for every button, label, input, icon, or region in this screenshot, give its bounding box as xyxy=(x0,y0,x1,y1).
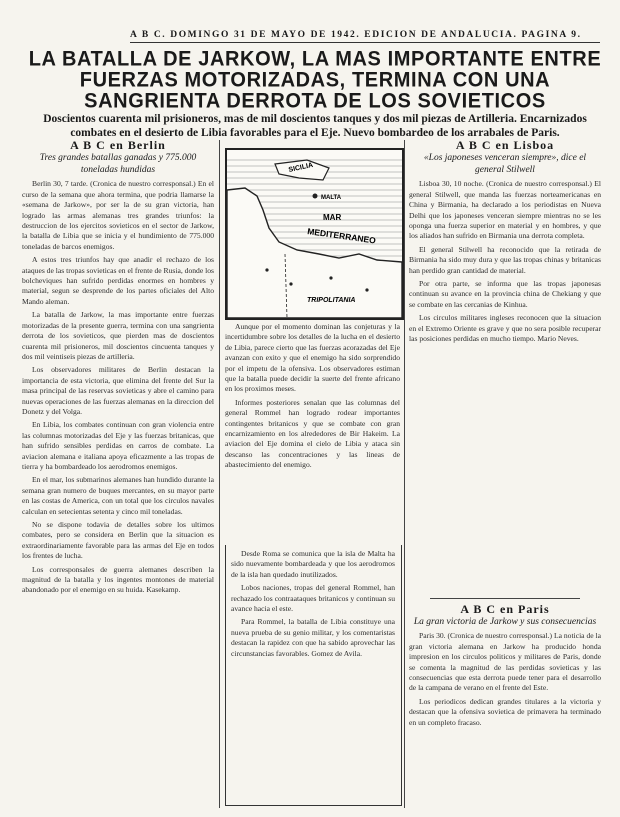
map-label-tripolitania: TRIPOLITANIA xyxy=(307,297,356,304)
section-title-berlin: A B C en Berlin xyxy=(70,140,166,152)
paris-subtitle: La gran victoria de Jarkow y sus consecuencias xyxy=(413,617,597,628)
map-label-malta: MALTA xyxy=(321,195,342,201)
section-divider xyxy=(430,598,580,599)
paragraph: Informes posteriores senalan que las columnas del general Rommel han logrado rodear importantes contingentes britanicos y que se combate con gran encarnizamiento en los alrededores de Bir Hakeim. La aviacion del Eje domina el cielo de Libia y ataca sin descanso las concentraciones y las lineas de abastecimiento del enemigo. xyxy=(225,397,400,470)
paragraph: En Libia, los combates continuan con gran violencia entre las columnas motorizadas del Eje y las fuerzas britanicas, que han sufrido sensibles perdidas en carros de combate. La aviacion alemana e italiana apoya eficazmente a las tropas de tierra y ha bombardeado los aerodromos enemigos. xyxy=(22,420,214,471)
boxed-article xyxy=(225,545,402,806)
column-rule-left xyxy=(219,140,220,808)
left-column xyxy=(22,140,214,810)
map-label-sicilia: SICILIA xyxy=(287,161,314,174)
paragraph: Para Rommel, la batalla de Libia constituye una nueva prueba de su genio militar, y los comentaristas destacan la rapidez con que ha sabido aprovechar las circunstancias favorables. Gomez de Avila. xyxy=(231,617,395,658)
paragraph: El general Stilwell ha reconocido que la retirada de Birmania ha sido muy dura y que las tropas chinas y britanicas han perdido gran cantidad de material. xyxy=(409,244,601,275)
map-label-mediterraneo: MEDITERRANEO xyxy=(306,226,377,246)
map-label-mar: MAR xyxy=(323,213,342,222)
paragraph: En el mar, los submarinos alemanes han hundido durante la semana gran numero de buques mercantes, en su mayor parte en las costas de America, con un total que los circulos navales calculan en setecientas setenta y cinco mil toneladas. xyxy=(22,475,214,516)
headline: LA BATALLA DE JARKOW, LA MAS IMPORTANTE ENTRE FUERZAS MOTORIZADAS, TERMINA CON UNA SANGRIENTA DERROTA DE LOS SOVIETICOS xyxy=(28,47,602,113)
subheadline: Doscientos cuarenta mil prisioneros, mas de mil doscientos tanques y dos mil piezas de Artilleria. Encarnizados combates en el desierto de Libia favorables para el Eje. Nuevo bombardeo de los arrabales de Paris. xyxy=(43,113,587,139)
running-head: A B C. DOMINGO 31 DE MAYO DE 1942. EDICION DE ANDALUCIA. PAGINA 9. xyxy=(130,30,600,43)
paragraph: Desde Roma se comunica que la isla de Malta ha sido nuevamente bombardeada y que los aerodromos de la isla han quedado inutilizados. xyxy=(231,549,395,579)
column-rule-right xyxy=(404,140,405,808)
paragraph: Paris 30. (Cronica de nuestro corresponsal.) La noticia de la gran victoria alemana en Jarkow ha producido honda impresion en los circulos politicos y militares de Paris, donde se comenta la magnitud de las perdidas sovieticas y las consecuencias que esta derrota puede tener para el desarrollo de la campana de verano en el frente del Este. xyxy=(409,631,601,693)
middle-column xyxy=(225,322,400,540)
paragraph: Los circulos militares ingleses reconocen que la situacion en el Extremo Oriente es grave y que no sera posible recuperar las posiciones perdidas en mucho tiempo. Mario Neves. xyxy=(409,313,601,344)
right-column-paris xyxy=(409,604,601,810)
right-subtitle: «Los japoneses venceran siempre», dice el general Stilwell xyxy=(423,153,587,176)
map-svg xyxy=(227,150,402,318)
section-title-paris: A B C en Paris xyxy=(460,604,550,616)
malta-island xyxy=(313,194,318,199)
paragraph: Berlin 30, 7 tarde. (Cronica de nuestro corresponsal.) En el curso de la semana que ahora termina, que podria llamarse la «semana de Jarkow», por ser la de su gran victoria, han logrado las armas alemanas tres grandes triunfos: la destruccion de los ejercitos sovieticos en el sector de Jarkow, la batalla de Libia que se inicia y el hundimiento de 775.000 toneladas de barcos enemigos. xyxy=(22,179,214,251)
paragraph: A estos tres triunfos hay que anadir el rechazo de los ataques de las tropas sovieticas en el frente de Rusia, donde los bolcheviques han sufrido perdidas enormes en hombres y material, segun se desprende de los partes oficiales del Alto Mando aleman. xyxy=(22,255,214,306)
paragraph: Por otra parte, se informa que las tropas japonesas continuan su avance en la provincia china de Chekiang y que se combate en las cercanias de Kinhua. xyxy=(409,279,601,309)
paragraph: Los corresponsales de guerra alemanes describen la magnitud de la batalla y los ingentes montones de material abandonado por el enemigo en su huida. Kasekamp. xyxy=(22,564,214,595)
paragraph: Aunque por el momento dominan las conjeturas y la incertidumbre sobre los detalles de la lucha en el desierto de Libia, parece cierto que las fuerzas acorazadas del Eje avanzan con exito y que el enemigo ha sido sorprendido por el impetu de la ofensiva. Los observadores estiman que la batalla puede decidir la suerte del frente africano en los proximos meses. xyxy=(225,322,400,394)
paragraph: La batalla de Jarkow, la mas importante entre fuerzas motorizadas de la presente guerra, termina con una sangrienta derrota de los sovieticos, que pierden mas de doscientos cuarenta mil prisioneros, mil doscientos cincuenta tanques y dos mil veintiseis piezas de artilleria. xyxy=(22,310,214,361)
middle-column-boxed xyxy=(231,549,395,801)
section-title-lisboa: A B C en Lisboa xyxy=(455,140,555,152)
paragraph: Lisboa 30, 10 noche. (Cronica de nuestro corresponsal.) El general Stilwell, que manda las fuerzas norteamericanas en China y Birmania, ha declarado a los periodistas en Nueva Delhi que los japoneses venceran siempre mientras no se les oponga una fuerza superior en material y en hombres, y que los aliados han sufrido en Birmania una derrota completa. xyxy=(409,179,601,241)
paragraph: No se dispone todavia de detalles sobre los ultimos combates, pero se considera en Berlin que la situacion es extraordinariamente favorable para las armas del Eje en todos los frentes de lucha. xyxy=(22,520,214,561)
paragraph: Lobos naciones, tropas del general Rommel, han rechazado los contraataques britanicos y continuan su avance hacia el este. xyxy=(231,583,395,614)
paragraph: Los periodicos dedican grandes titulares a la victoria y destacan que la ofensiva sovietica de primavera ha terminado en un completo fracaso. xyxy=(409,696,601,727)
paragraph: Los observadores militares de Berlin destacan la importancia de esta victoria, que elimina del frente del Sur la masa principal de las reservas sovieticas y abre el camino para nuevas operaciones de las fuerzas alemanas en la direccion del Donetz y del Volga. xyxy=(22,365,214,416)
left-subtitle: Tres grandes batallas ganadas y 775.000 toneladas hundidas xyxy=(39,153,197,176)
right-column xyxy=(409,140,601,596)
map-figure xyxy=(225,148,404,320)
